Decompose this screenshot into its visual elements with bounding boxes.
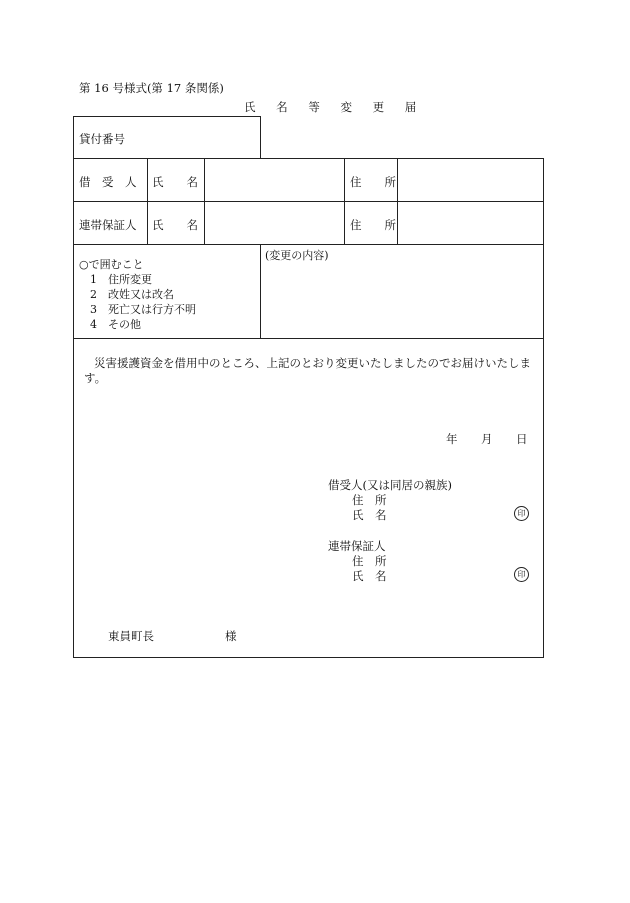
guarantor-address-label: 住 所: [350, 218, 396, 232]
guarantor-label: 連帯保証人: [79, 218, 137, 232]
change-item: 4 その他: [90, 318, 141, 331]
rule: [260, 116, 261, 159]
statement-text: 災害援護資金を借用中のところ、上記のとおり変更いたしましたのでお届けいたします。: [84, 356, 531, 385]
rule: [543, 158, 544, 658]
title-char: 氏: [244, 100, 256, 114]
rule: [147, 158, 148, 245]
rule: [73, 116, 74, 658]
change-content-label: (変更の内容): [265, 249, 329, 262]
change-item: 3 死亡又は行方不明: [90, 303, 196, 316]
borrower-label: 借 受 人: [79, 175, 137, 189]
borrower-address-label: 住 所: [350, 175, 396, 189]
rule: [73, 201, 544, 202]
seal-mark: 印: [514, 506, 529, 521]
title-char: 変: [340, 100, 352, 114]
rule: [73, 657, 544, 658]
form-number-label: 第 16 号様式(第 17 条関係): [79, 81, 224, 95]
date-year: 年: [446, 432, 458, 446]
change-item: 2 改姓又は改名: [90, 288, 174, 301]
guarantor-sign-title: 連帯保証人: [328, 539, 386, 553]
borrower-name-label: 氏 名: [152, 175, 198, 189]
rule: [260, 244, 261, 339]
change-item: 1 住所変更: [90, 273, 152, 286]
applicant-name-label: 氏 名: [352, 508, 387, 522]
guarantor-name-label: 氏 名: [152, 218, 198, 232]
rule: [344, 158, 345, 245]
applicant-address-label: 住 所: [352, 493, 387, 507]
addressee-honorific: 様: [225, 629, 237, 643]
date-month: 月: [481, 432, 493, 446]
rule: [204, 158, 205, 245]
loan-number-label: 貸付番号: [79, 132, 125, 146]
guarantor-sign-address-label: 住 所: [352, 554, 387, 568]
form-title: [244, 99, 433, 115]
title-char: 届: [404, 100, 417, 114]
rule: [73, 244, 544, 245]
circle-instruction: ○で囲むこと: [79, 258, 144, 271]
guarantor-sign-name-label: 氏 名: [352, 569, 387, 583]
title-char: 名: [276, 100, 288, 114]
seal-mark: 印: [514, 567, 529, 582]
rule: [73, 158, 544, 159]
addressee-name: 東員町長: [108, 629, 154, 643]
title-char: 更: [372, 100, 385, 114]
date-day: 日: [516, 432, 528, 446]
rule: [73, 338, 544, 339]
rule: [397, 158, 398, 245]
rule: [73, 116, 261, 117]
title-char: 等: [308, 100, 320, 114]
applicant-title: 借受人(又は同居の親族): [328, 478, 452, 492]
